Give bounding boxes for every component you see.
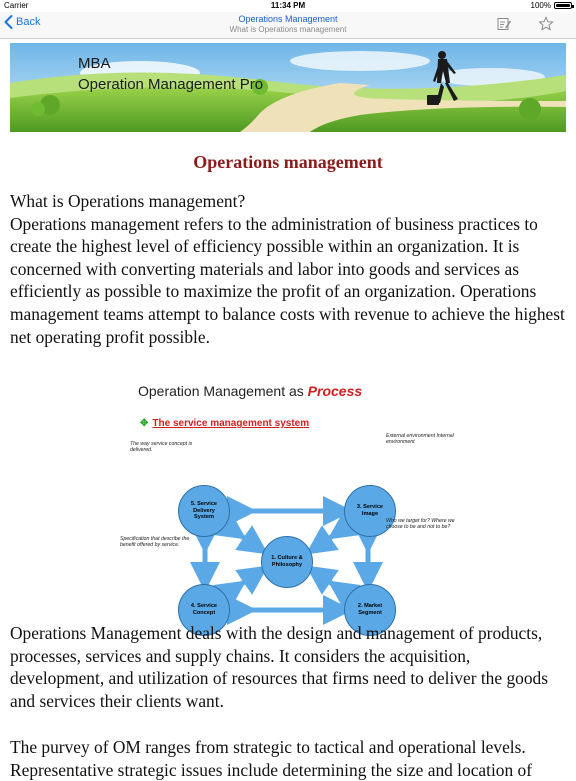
node-culture-philosophy: 1. Culture & Philosophy xyxy=(261,536,313,588)
article-heading: Operations management xyxy=(193,152,383,172)
node-market-segment: 2. Market Segment xyxy=(344,584,396,636)
app-banner xyxy=(10,43,566,132)
note-mid-right: Who we target for? Where we choose to be and not to be? xyxy=(386,518,455,531)
diagram-subtitle-text: The service management system xyxy=(152,418,310,429)
battery-percent: 100% xyxy=(530,1,551,10)
article-content[interactable] xyxy=(0,39,576,780)
bullet-icon: ✥ xyxy=(140,418,149,429)
node-service-image: 3. Service Image xyxy=(344,485,396,537)
banner-line-1: MBA xyxy=(78,55,111,72)
status-time: 11:34 PM xyxy=(270,1,306,10)
intro-text: What is Operations management? Operations management refers to the administration of business practices to create the highest level of efficiency possible within an organization. It is concerned with converting materials and labor into goods and services as efficiently as possible to maximize the profit of an organization. Operations management teams attempt to balance costs with revenue to achieve the highest net operating profit possible. xyxy=(10,191,565,347)
paragraph-deals-with: Operations Management deals with the design and management of products, processes, services and supply chains. It considers the acquisition, development, and utilization of resources that firms need to deliver the goods and services their clients want. xyxy=(10,623,548,711)
nav-title-block xyxy=(0,14,576,35)
banner-line-2: Operation Management Pro xyxy=(78,76,264,93)
note-top-right: External environment Internal environment xyxy=(386,433,454,446)
status-bar xyxy=(0,0,576,12)
back-label: Back xyxy=(16,16,41,28)
edit-note-icon[interactable] xyxy=(496,16,512,32)
nav-title: Operations Management xyxy=(238,14,338,24)
battery-icon xyxy=(554,2,572,9)
note-top-left: The way service concept is delivered. xyxy=(130,441,193,454)
diagram-title-emphasis: Process xyxy=(307,383,363,399)
diagram-title-prefix: Operation Management as xyxy=(138,383,308,399)
battery-indicator xyxy=(531,1,572,10)
navigation-bar xyxy=(0,12,576,39)
nav-actions xyxy=(496,16,554,32)
carrier-label: Carrier xyxy=(4,1,29,10)
note-bottom-left: Specification that describe the benefit offered by service. xyxy=(120,536,190,549)
process-diagram xyxy=(110,381,466,616)
nav-subtitle: What is Operations management xyxy=(229,25,347,34)
star-outline-icon[interactable] xyxy=(538,16,554,32)
node-service-concept: 4. Service Concept xyxy=(178,584,230,636)
paragraph-purvey: The purvey of OM ranges from strategic to tactical and operational levels. Representative strategic issues include determining the size and location of xyxy=(10,737,533,780)
node-service-delivery-system: 5. Service Delivery System xyxy=(178,485,230,537)
paragraph-intro xyxy=(10,190,566,348)
